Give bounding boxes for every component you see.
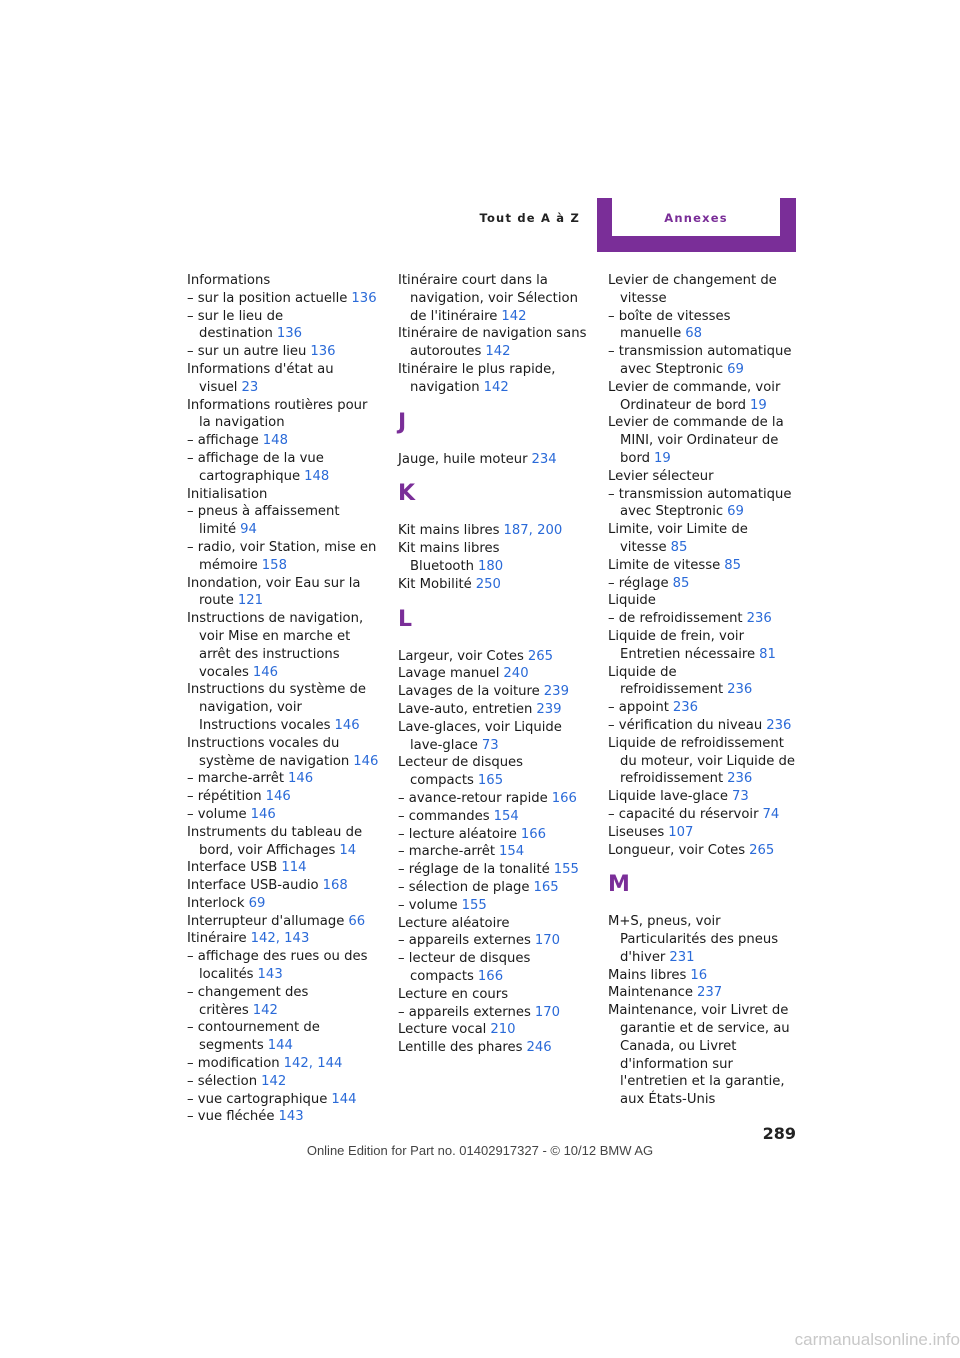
index-entry: [187, 343, 383, 361]
page-reference-link[interactable]: 81: [759, 646, 776, 662]
index-entry-text: Informations routières pour la navigation: [187, 397, 368, 431]
index-entry: [398, 826, 594, 844]
index-entry-text: Interface USB-audio: [187, 878, 319, 894]
index-entry: [608, 610, 804, 628]
page-reference-link[interactable]: 265: [527, 648, 554, 664]
page-reference-link[interactable]: 144: [267, 1038, 293, 1054]
index-entry: [608, 806, 804, 824]
page-reference-link[interactable]: 158: [261, 557, 287, 573]
page-reference-link[interactable]: 23: [241, 379, 259, 395]
page-reference-link[interactable]: 180: [478, 558, 504, 574]
index-entry: [398, 1039, 594, 1057]
page-number: 289: [762, 1124, 796, 1143]
index-column-3: [608, 272, 804, 1109]
page-reference-link[interactable]: 136: [276, 326, 303, 342]
page-reference-link[interactable]: 239: [543, 684, 569, 700]
index-entry: [187, 770, 383, 788]
index-entry-text: – vue cartographique: [187, 1091, 328, 1107]
page-reference-link[interactable]: 155: [553, 862, 579, 878]
index-entry-text: Informations: [187, 273, 271, 288]
page-reference-link[interactable]: 148: [304, 468, 330, 484]
index-letter-heading: M: [608, 872, 630, 898]
index-entry: [608, 308, 804, 344]
index-entry: [398, 843, 594, 861]
index-entry: [608, 628, 804, 664]
index-entry: [187, 610, 383, 681]
page-reference-link[interactable]: 236: [672, 700, 699, 716]
page-reference-link[interactable]: 170: [534, 933, 560, 949]
index-entry: [398, 522, 594, 540]
index-entry: [398, 897, 594, 915]
index-entry: [398, 325, 594, 361]
page-reference-link[interactable]: 69: [248, 895, 266, 911]
index-entry: [187, 290, 383, 308]
index-entry: [398, 719, 594, 755]
index-entry-text: – appareils externes: [398, 1004, 531, 1020]
page-reference-link[interactable]: 107: [668, 824, 694, 840]
index-entry: [187, 681, 383, 734]
page-reference-link[interactable]: 142: [485, 344, 511, 360]
index-entry: [398, 683, 594, 701]
index-entry: [187, 930, 383, 948]
index-entry: [187, 272, 383, 290]
index-entry: [398, 754, 594, 790]
index-entry: [608, 717, 804, 735]
footer-edition-note: Online Edition for Part no. 01402917327 - © 10/12 BMW AG: [306, 1143, 654, 1158]
index-entry-text: – modification: [187, 1056, 280, 1072]
index-entry: [398, 576, 594, 594]
index-entry-text: – changement des critères: [187, 984, 309, 1018]
index-entry-text: – vérification du niveau: [608, 717, 763, 733]
index-entry-text: Initialisation: [187, 486, 268, 502]
index-entry: [608, 664, 804, 700]
index-entry-text: – appoint: [608, 700, 669, 716]
page-reference-link[interactable]: 136: [351, 290, 377, 306]
page-reference-link[interactable]: 170: [534, 1004, 560, 1020]
index-entry-text: – affichage des rues ou des localités: [187, 949, 368, 983]
page-reference-link[interactable]: 142: [483, 379, 509, 395]
index-entry: [398, 915, 594, 933]
page-reference-link[interactable]: 265: [749, 842, 775, 858]
page-reference-link[interactable]: 136: [310, 344, 336, 360]
index-entry-text: – boîte de vitesses manuelle: [608, 308, 731, 342]
index-entry-text: Lave-auto, entretien: [398, 701, 533, 717]
index-entry: [187, 788, 383, 806]
page-reference-link[interactable]: 69: [727, 361, 744, 377]
index-entry-text: – sur la position actuelle: [187, 290, 348, 306]
index-entry-text: – lecture aléatoire: [398, 826, 517, 842]
page-reference-link[interactable]: 142: [261, 1073, 287, 1089]
page-reference-link[interactable]: 142: [501, 308, 527, 324]
index-entry-text: – transmission automatique avec Steptronic: [608, 486, 792, 520]
index-entry: [398, 451, 594, 469]
index-entry: [608, 575, 804, 593]
index-entry-text: Informations d'état au visuel: [187, 361, 334, 395]
page-reference-link[interactable]: 142, 144: [283, 1056, 343, 1072]
index-entry: [608, 842, 804, 860]
section-tab: [597, 198, 796, 252]
index-entry: [608, 699, 804, 717]
page-reference-link[interactable]: 143: [278, 1109, 304, 1125]
page-reference-link[interactable]: 142: [252, 1002, 278, 1018]
page-reference-link[interactable]: 146: [334, 717, 360, 733]
index-entry-text: Lave-glaces, voir Liquide lave-glace: [398, 719, 562, 753]
section-tab-label: Annexes: [664, 211, 728, 225]
index-entry: [608, 913, 804, 966]
index-entry: [398, 808, 594, 826]
index-entry: [608, 379, 804, 415]
index-entry-text: Lavages de la voiture: [398, 684, 540, 700]
index-entry: [608, 343, 804, 379]
index-entry-text: Liquide: [608, 593, 656, 609]
page-reference-link[interactable]: 210: [490, 1022, 516, 1038]
index-entry-text: Limite de vitesse: [608, 557, 721, 573]
index-entry-text: Kit mains libres: [398, 523, 500, 539]
page-reference-link[interactable]: 85: [670, 539, 688, 555]
index-entry: [398, 879, 594, 897]
index-entry-text: Instructions de navigation, voir Mise en marche et arrêt des instructions vocales: [187, 611, 364, 680]
index-entry: [187, 575, 383, 611]
page-reference-link[interactable]: 14: [339, 842, 357, 858]
index-entry-text: – affichage de la vue cartographique: [187, 450, 324, 484]
page-reference-link[interactable]: 16: [690, 967, 708, 983]
index-entry-text: Instructions vocales du système de navigation: [187, 735, 350, 769]
index-entry-text: Kit mains libres Bluetooth: [398, 541, 500, 574]
page-reference-link[interactable]: 146: [252, 664, 279, 680]
index-entry: [187, 361, 383, 397]
index-entry-text: – contournement de segments: [187, 1020, 320, 1054]
index-entry-text: – réglage de la tonalité: [398, 862, 550, 878]
page-reference-link[interactable]: 85: [672, 575, 690, 591]
index-entry: [187, 806, 383, 824]
page-reference-link[interactable]: 155: [461, 897, 487, 913]
page-reference-link[interactable]: 142, 143: [250, 931, 310, 947]
index-entry-text: – marche-arrêt: [398, 844, 496, 860]
index-entry: [398, 986, 594, 1004]
index-entry-text: Liquide de refroidissement du moteur, voir Liquide de refroidissement: [608, 735, 795, 787]
index-entry-text: – appareils externes: [398, 933, 531, 949]
index-entry: [608, 788, 804, 806]
page-reference-link[interactable]: 154: [499, 844, 525, 860]
page-reference-link[interactable]: 234: [531, 451, 557, 467]
index-entry-text: Itinéraire de navigation sans autoroutes: [398, 326, 587, 360]
page-reference-link[interactable]: 240: [503, 666, 529, 682]
page-reference-link[interactable]: 121: [237, 593, 264, 609]
index-entry-text: – commandes: [398, 808, 490, 824]
section-title: Tout de A à Z: [479, 211, 580, 225]
index-entry-text: – lecteur de disques compacts: [398, 951, 531, 984]
page-reference-link[interactable]: 114: [281, 860, 307, 876]
index-entry: [187, 397, 383, 433]
section-tab-inner: [612, 198, 780, 236]
index-entry: [608, 521, 804, 557]
index-entry: [608, 967, 804, 985]
index-entry: [398, 1021, 594, 1039]
index-entry: [608, 557, 804, 575]
index-entry: [608, 272, 804, 308]
index-entry: [608, 824, 804, 842]
page-reference-link[interactable]: 166: [520, 826, 547, 842]
index-entry: [187, 895, 383, 913]
index-entry-text: – pneus à affaissement limité: [187, 504, 340, 538]
page-reference-link[interactable]: 236: [746, 611, 772, 627]
index-letter-heading: L: [398, 606, 413, 632]
index-entry-text: Lecture vocal: [398, 1022, 487, 1038]
page-reference-link[interactable]: 168: [322, 878, 348, 894]
index-entry-text: – vue fléchée: [187, 1109, 275, 1125]
page-reference-link[interactable]: 165: [533, 879, 559, 895]
index-entry: [398, 790, 594, 808]
index-entry-text: Maintenance, voir Livret de garantie et de service, au Canada, ou Livret d'information sur l'entretien et la garantie, aux États-Unis: [608, 1003, 790, 1108]
index-entry: [187, 984, 383, 1020]
page-reference-link[interactable]: 19: [749, 397, 767, 413]
page-reference-link[interactable]: 237: [696, 985, 723, 1001]
page-reference-link[interactable]: 148: [262, 433, 288, 449]
index-entry-text: – réglage: [608, 575, 669, 591]
index-entry-text: Levier de commande, voir Ordinateur de bord: [608, 379, 781, 413]
index-entry-text: – capacité du réservoir: [608, 806, 759, 822]
page-reference-link[interactable]: 250: [475, 576, 501, 592]
index-entry-text: Liquide de frein, voir Entretien nécessaire: [608, 628, 756, 662]
index-entry-text: Liquide lave-glace: [608, 789, 728, 805]
index-entry: [608, 735, 804, 788]
page-reference-link[interactable]: 146: [250, 806, 276, 822]
index-entry-text: Lecteur de disques compacts: [398, 755, 524, 789]
index-entry-text: Mains libres: [608, 967, 687, 983]
index-entry: [608, 1002, 804, 1109]
index-entry-text: Liquide de refroidissement: [608, 664, 724, 698]
page-reference-link[interactable]: 146: [265, 789, 291, 805]
index-entry-text: Interlock: [187, 895, 245, 911]
index-entry: [187, 1055, 383, 1073]
page-reference-link[interactable]: 187, 200: [503, 523, 563, 539]
index-entry: [398, 361, 594, 397]
page-reference-link[interactable]: 166: [477, 968, 504, 984]
index-entry-text: Interface USB: [187, 860, 278, 876]
index-entry: [187, 503, 383, 539]
index-entry: [608, 468, 804, 486]
index-entry-text: Levier sélecteur: [608, 468, 714, 484]
page-reference-link[interactable]: 236: [766, 717, 792, 733]
page-reference-link[interactable]: 66: [348, 913, 366, 929]
index-entry: [187, 824, 383, 860]
index-entry-text: Lecture aléatoire: [398, 915, 510, 931]
index-entry: [398, 1004, 594, 1022]
index-entry: [187, 539, 383, 575]
page-reference-link[interactable]: 85: [724, 557, 742, 573]
index-entry-text: Lecture en cours: [398, 986, 509, 1002]
index-entry-text: – sur le lieu de destination: [187, 308, 284, 342]
index-entry: [398, 861, 594, 879]
index-entry-text: Interrupteur d'allumage: [187, 913, 345, 929]
index-entry: [187, 432, 383, 450]
index-entry: [187, 308, 383, 344]
index-entry: [187, 913, 383, 931]
page-reference-link[interactable]: 154: [493, 808, 519, 824]
page-reference-link[interactable]: 239: [536, 701, 562, 717]
index-letter-heading: K: [398, 481, 416, 507]
page-reference-link[interactable]: 165: [477, 773, 504, 789]
index-entry: [187, 486, 383, 504]
page-reference-link[interactable]: 166: [551, 790, 577, 806]
index-entry-text: – marche-arrêt: [187, 771, 285, 787]
index-entry: [187, 1073, 383, 1091]
index-entry: [398, 665, 594, 683]
index-entry: [187, 948, 383, 984]
index-entry-text: M+S, pneus, voir Particularités des pneus d'hiver: [608, 914, 779, 965]
index-entry: [398, 950, 594, 986]
index-entry-text: Instructions du système de navigation, voir Instructions vocales: [187, 682, 367, 733]
index-entry-text: – radio, voir Station, mise en mémoire: [187, 539, 377, 573]
index-column-1: [187, 272, 383, 1126]
index-entry-text: Levier de commande de la MINI, voir Ordinateur de bord: [608, 415, 784, 466]
index-entry: [398, 932, 594, 950]
page-reference-link[interactable]: 94: [240, 522, 257, 538]
page-reference-link[interactable]: 236: [727, 771, 753, 787]
index-entry: [187, 1019, 383, 1055]
index-entry-text: – sur un autre lieu: [187, 344, 307, 360]
index-letter-heading: J: [398, 409, 407, 435]
index-entry-text: Largeur, voir Cotes: [398, 648, 524, 664]
index-entry: [608, 486, 804, 522]
page-reference-link[interactable]: 69: [727, 504, 744, 520]
page-reference-link[interactable]: 73: [481, 737, 499, 753]
index-entry-text: Levier de changement de vitesse: [608, 273, 777, 306]
page-reference-link[interactable]: 144: [331, 1091, 357, 1107]
index-entry-text: Longueur, voir Cotes: [608, 842, 746, 858]
watermark: carmanualsonline.info: [794, 1330, 960, 1349]
index-entry-text: – avance-retour rapide: [398, 790, 548, 806]
index-column-2: [398, 272, 594, 1057]
index-entry: [187, 1108, 383, 1126]
page-reference-link[interactable]: 246: [526, 1040, 552, 1056]
index-entry-text: – affichage: [187, 433, 259, 449]
index-entry-text: Liseuses: [608, 824, 665, 840]
index-entry: [398, 648, 594, 666]
index-entry-text: – sélection de plage: [398, 879, 530, 895]
page-reference-link[interactable]: 73: [731, 789, 749, 805]
index-entry: [608, 984, 804, 1002]
index-entry-text: Jauge, huile moteur: [398, 451, 528, 467]
index-entry-text: – volume: [187, 806, 247, 822]
index-entry-text: Maintenance: [608, 985, 693, 1001]
index-entry-text: Lavage manuel: [398, 666, 500, 682]
index-entry: [187, 735, 383, 771]
index-entry: [398, 701, 594, 719]
index-entry-text: – volume: [398, 897, 458, 913]
page-reference-link[interactable]: 146: [288, 771, 314, 787]
page-reference-link[interactable]: 236: [727, 682, 753, 698]
index-entry-text: – répétition: [187, 789, 262, 805]
index-entry: [187, 450, 383, 486]
index-entry-text: Lentille des phares: [398, 1040, 523, 1056]
page-reference-link[interactable]: 74: [762, 806, 780, 822]
index-entry-text: Limite, voir Limite de vitesse: [608, 522, 748, 555]
index-entry: [398, 540, 594, 576]
index-entry-text: – de refroidissement: [608, 611, 743, 627]
page-reference-link[interactable]: 19: [654, 450, 671, 466]
index-entry-text: Kit Mobilité: [398, 576, 472, 592]
index-entry-text: Itinéraire court dans la navigation, voir Sélection de l'itinéraire: [398, 273, 578, 324]
index-entry-text: Itinéraire le plus rapide, navigation: [398, 361, 556, 395]
page-reference-link[interactable]: 143: [257, 967, 283, 983]
index-entry: [187, 859, 383, 877]
index-entry-text: – transmission automatique avec Steptronic: [608, 344, 792, 377]
index-entry: [187, 1091, 383, 1109]
index-entry: [187, 877, 383, 895]
page-reference-link[interactable]: 68: [685, 326, 702, 342]
index-entry: [608, 414, 804, 467]
index-entry-text: Inondation, voir Eau sur la route: [187, 575, 361, 609]
page-reference-link[interactable]: 146: [353, 753, 379, 769]
index-entry: [398, 272, 594, 325]
index-entry-text: – sélection: [187, 1073, 258, 1089]
index-entry-text: Itinéraire: [187, 931, 247, 947]
index-entry: [608, 592, 804, 610]
page-reference-link[interactable]: 231: [669, 949, 695, 965]
index-entry-text: Instruments du tableau de bord, voir Affichages: [187, 824, 363, 858]
